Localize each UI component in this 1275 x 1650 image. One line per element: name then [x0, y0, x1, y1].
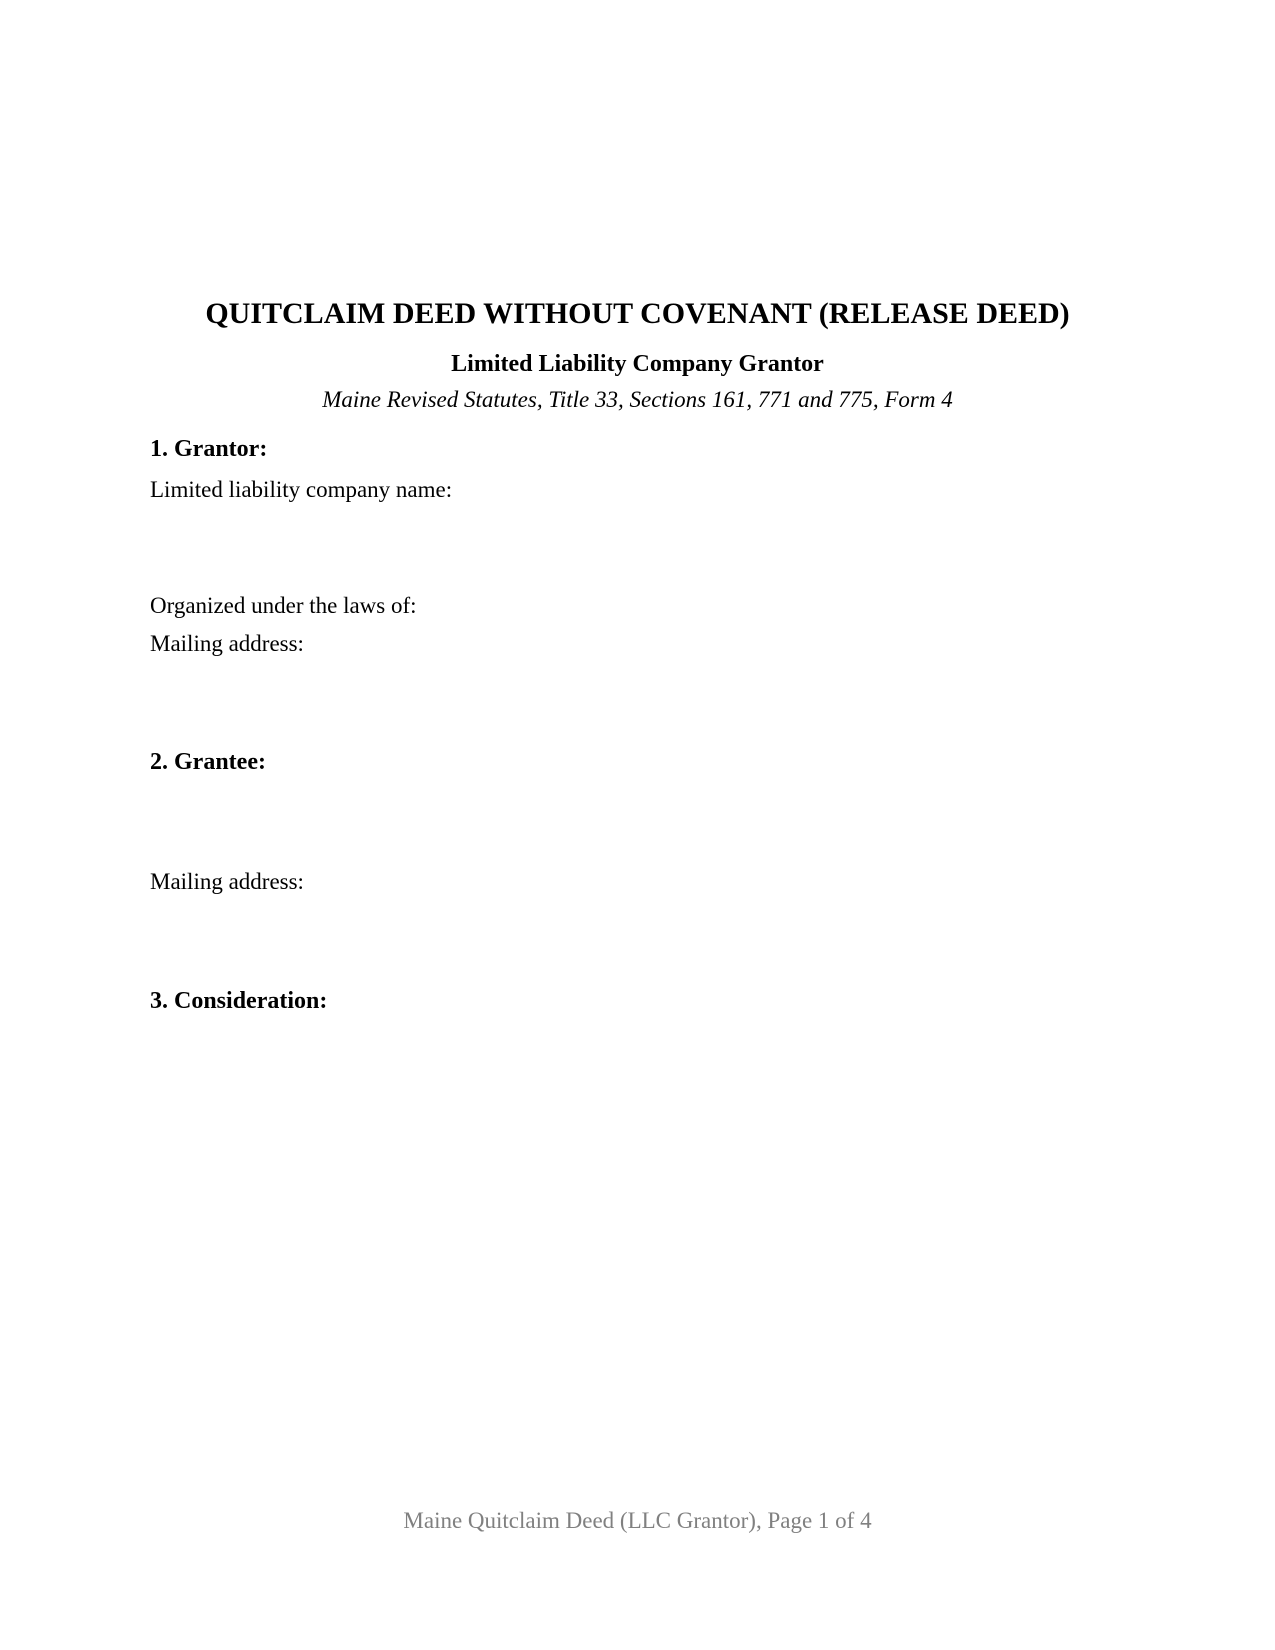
grantor-mailing-address-label: Mailing address: [150, 631, 304, 656]
llc-name-label: Limited liability company name: [150, 477, 453, 502]
statute-reference: Maine Revised Statutes, Title 33, Sections 161, 771 and 775, Form 4 [322, 387, 953, 412]
grantee-heading: 2. Grantee: [150, 749, 266, 775]
grantor-heading: 1. Grantor: [150, 436, 268, 462]
document-subtitle: Limited Liability Company Grantor [451, 351, 824, 377]
organized-under-label: Organized under the laws of: [150, 593, 417, 618]
document-title: QUITCLAIM DEED WITHOUT COVENANT (RELEASE DEED) [205, 297, 1070, 330]
grantee-mailing-address-label: Mailing address: [150, 869, 304, 894]
page-footer: Maine Quitclaim Deed (LLC Grantor), Page 1 of 4 [403, 1508, 872, 1533]
consideration-heading: 3. Consideration: [150, 988, 328, 1014]
